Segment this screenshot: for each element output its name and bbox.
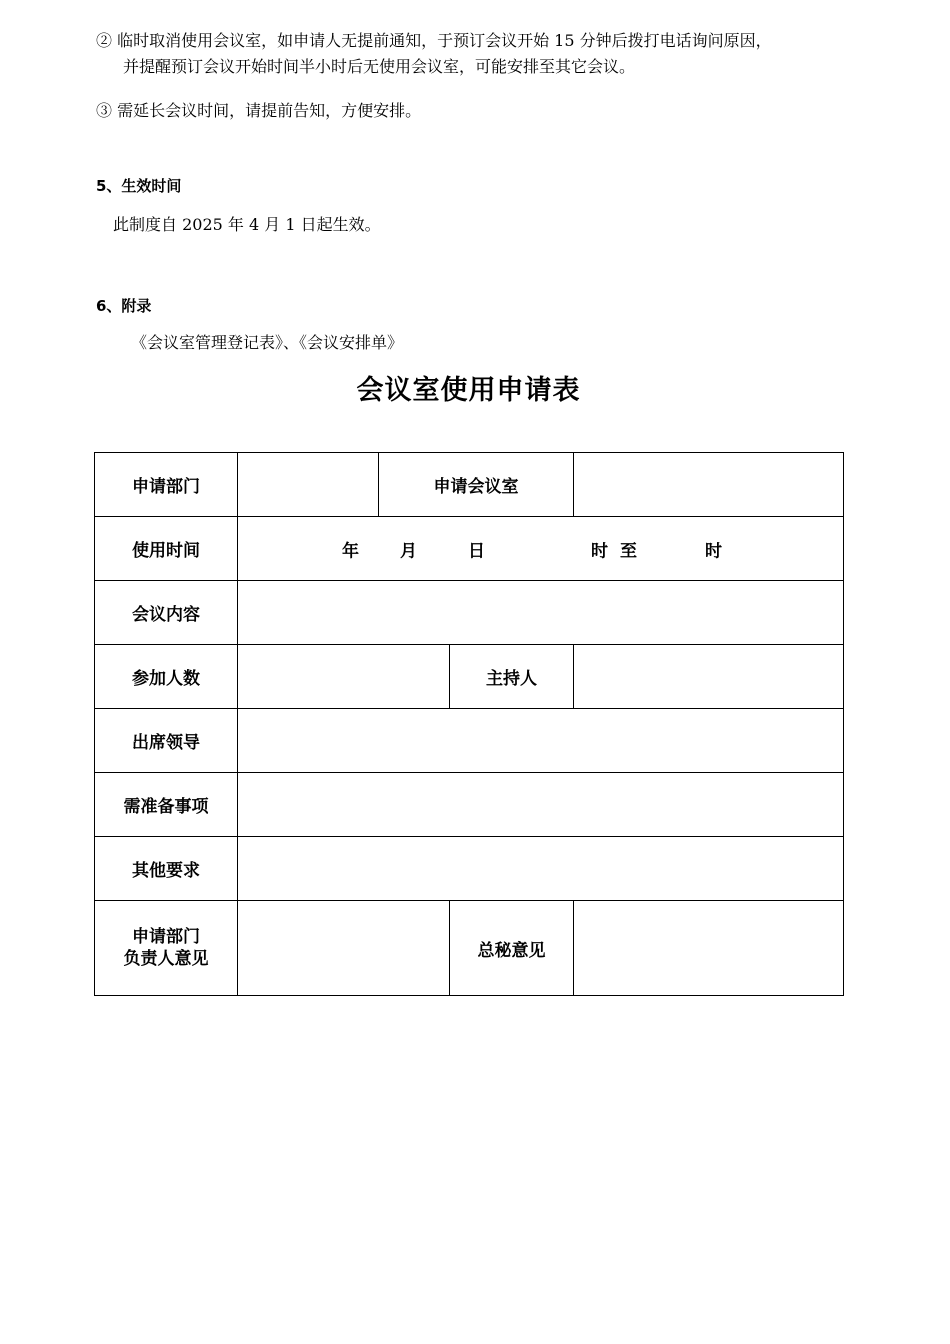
label-dept-head-line-1: 申请部门 [132,927,200,947]
time-unit-to: 至 [620,541,637,561]
field-prep[interactable] [238,773,844,837]
field-host[interactable] [574,645,844,709]
section-5-text: 此制度自 2025 年 4 月 1 日起生效。 [113,215,381,234]
label-dept: 申请部门 [95,453,238,517]
form-row-leaders [95,709,844,773]
section-6-text: 《会议室管理登记表》、《会议安排单》 [131,333,404,352]
time-unit-month: 月 [400,541,417,561]
form-row-approval [95,901,844,996]
item-3: ③ 需延长会议时间，请提前告知，方便安排。 [96,101,422,120]
time-unit-year: 年 [342,541,359,561]
label-room: 申请会议室 [379,453,574,517]
field-leaders[interactable] [238,709,844,773]
label-other: 其他要求 [95,837,238,901]
label-prep: 需准备事项 [95,773,238,837]
label-host: 主持人 [450,645,574,709]
item-2-line-2: 并提醒预订会议开始时间半小时后无使用会议室，可能安排至其它会议。 [123,57,636,76]
field-dept[interactable] [238,453,379,517]
section-5-heading: 5、生效时间 [96,177,182,195]
field-time[interactable] [238,517,844,581]
time-unit-hour: 时 [591,541,608,561]
time-unit-hour-end: 时 [705,541,722,561]
form-title: 会议室使用申请表 [356,375,581,406]
field-attendees[interactable] [238,645,450,709]
field-room[interactable] [574,453,844,517]
field-other[interactable] [238,837,844,901]
form-row-dept [95,453,844,517]
label-leaders: 出席领导 [95,709,238,773]
time-unit-day: 日 [468,541,485,561]
field-dept-head-opinion[interactable] [238,901,450,996]
label-attendees: 参加人数 [95,645,238,709]
label-secretary-opinion: 总秘意见 [450,901,574,996]
section-6-heading: 6、附录 [96,297,152,315]
form-row-other [95,837,844,901]
item-2-line-1: ② 临时取消使用会议室，如申请人无提前通知，于预订会议开始 15 分钟后拨打电话询问原因， [96,31,772,50]
label-dept-head-line-2: 负责人意见 [123,949,209,969]
meeting-room-application-form [94,452,844,996]
field-content[interactable] [238,581,844,645]
label-time: 使用时间 [95,517,238,581]
form-row-content [95,581,844,645]
form-row-time [95,517,844,581]
form-row-prep [95,773,844,837]
field-secretary-opinion[interactable] [574,901,844,996]
form-row-attendees [95,645,844,709]
label-content: 会议内容 [95,581,238,645]
label-dept-head-opinion [95,901,238,996]
